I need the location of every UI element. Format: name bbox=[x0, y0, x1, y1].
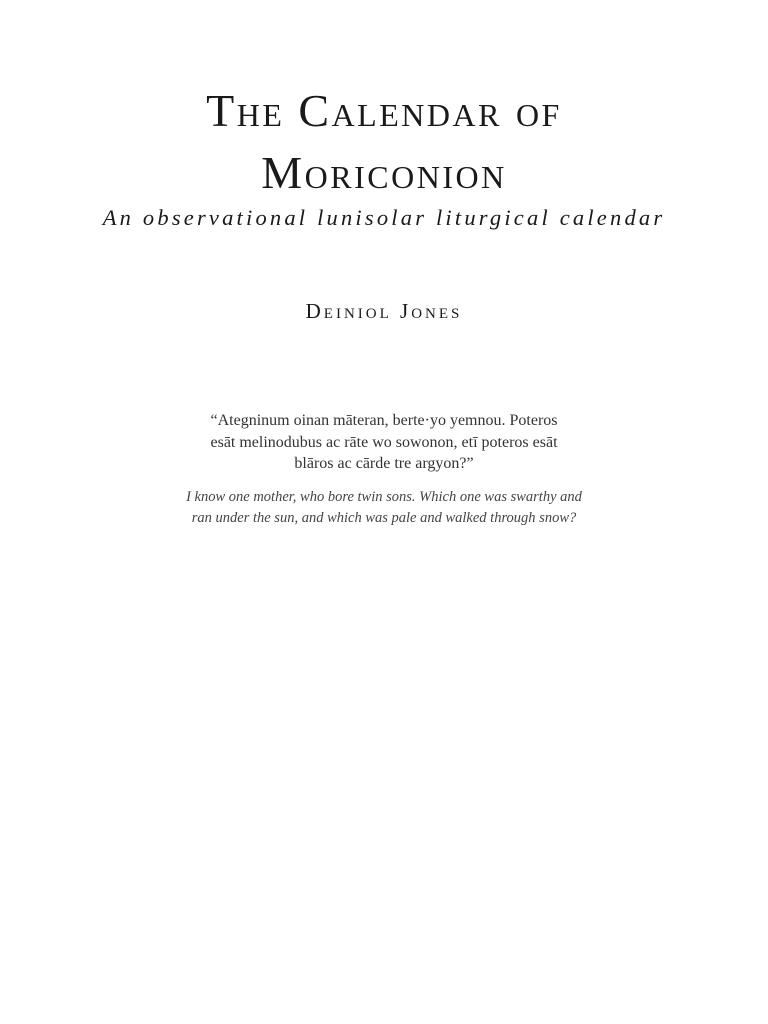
book-subtitle: An observational lunisolar liturgical calendar bbox=[102, 205, 666, 230]
epigraph-line: “Ategninum oinan māteran, berte·yo yemnou. Poteros bbox=[210, 412, 558, 429]
book-title bbox=[0, 80, 768, 204]
translation-line: ran under the sun, and which was pale and walked through snow? bbox=[191, 510, 577, 526]
translation-line: I know one mother, who bore twin sons. Which one was swarthy and bbox=[186, 489, 582, 505]
book-title-line-1: The Calendar of bbox=[206, 85, 562, 136]
epigraph-translation bbox=[150, 487, 618, 529]
epigraph-line: esāt melinodubus ac rāte wo sowonon, etī poteros esāt bbox=[210, 433, 558, 451]
book-title-line-2: Moriconion bbox=[261, 147, 507, 198]
epigraph-line: blāros ac cārde tre argyon?” bbox=[294, 455, 474, 472]
epigraph-quote bbox=[150, 410, 618, 475]
author-name: Deiniol Jones bbox=[305, 299, 463, 323]
